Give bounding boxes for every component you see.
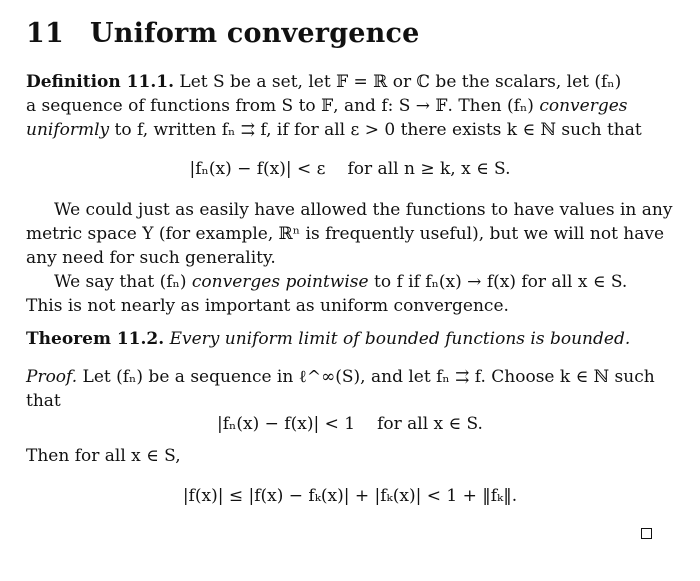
proof-display-equation-2: |f(x)| ≤ |f(x) − fₖ(x)| + |fₖ(x)| < 1 + ‖fₖ‖. bbox=[182, 486, 518, 506]
theorem-statement: Every uniform limit of bounded functions is bounded. bbox=[169, 329, 631, 349]
remark-line-1: We could just as easily have allowed the functions to have values in any bbox=[54, 200, 673, 220]
proof-display-equation-1: |fₙ(x) − f(x)| < 1 for all x ∈ S. bbox=[217, 414, 483, 434]
remark-line-4: We say that (fₙ) converges pointwise to f if fₙ(x) → f(x) for all x ∈ S. bbox=[54, 272, 628, 292]
proof-line-2: that bbox=[26, 391, 61, 411]
definition-display-equation: |fₙ(x) − f(x)| < ε for all n ≥ k, x ∈ S. bbox=[189, 159, 511, 179]
remark-line-5: This is not nearly as important as uniform convergence. bbox=[26, 296, 509, 316]
definition-block bbox=[26, 70, 656, 142]
remark-block bbox=[26, 198, 673, 318]
definition-line-3: uniformly to f, written fₙ ⇉ f, if for all ε > 0 there exists k ∈ ℕ such that bbox=[26, 120, 642, 140]
proof-label: Proof. bbox=[26, 367, 78, 387]
theorem-label: Theorem 11.2. bbox=[26, 329, 165, 349]
proof-line-3: Then for all x ∈ S, bbox=[26, 446, 181, 466]
theorem-block bbox=[26, 327, 656, 351]
section-heading bbox=[26, 18, 420, 49]
definition-line-1: Definition 11.1. Let S be a set, let 𝔽 = ℝ or ℂ be the scalars, let (fₙ) bbox=[26, 72, 622, 92]
definition-line-2: a sequence of functions from S to 𝔽, and f: S → 𝔽. Then (fₙ) converges bbox=[26, 96, 628, 116]
remark-line-3: any need for such generality. bbox=[26, 248, 276, 268]
definition-label: Definition 11.1. bbox=[26, 72, 174, 92]
proof-line-3-block bbox=[26, 444, 656, 468]
proof-line-1: Proof. Let (fₙ) be a sequence in ℓ^∞(S), and let fₙ ⇉ f. Choose k ∈ ℕ such bbox=[26, 367, 655, 387]
section-title: Uniform convergence bbox=[90, 18, 420, 49]
qed-box-icon bbox=[641, 528, 652, 539]
proof-block bbox=[26, 365, 656, 413]
remark-line-2: metric space Y (for example, ℝⁿ is frequently useful), but we will not have bbox=[26, 224, 665, 244]
section-number: 11 bbox=[26, 18, 64, 49]
